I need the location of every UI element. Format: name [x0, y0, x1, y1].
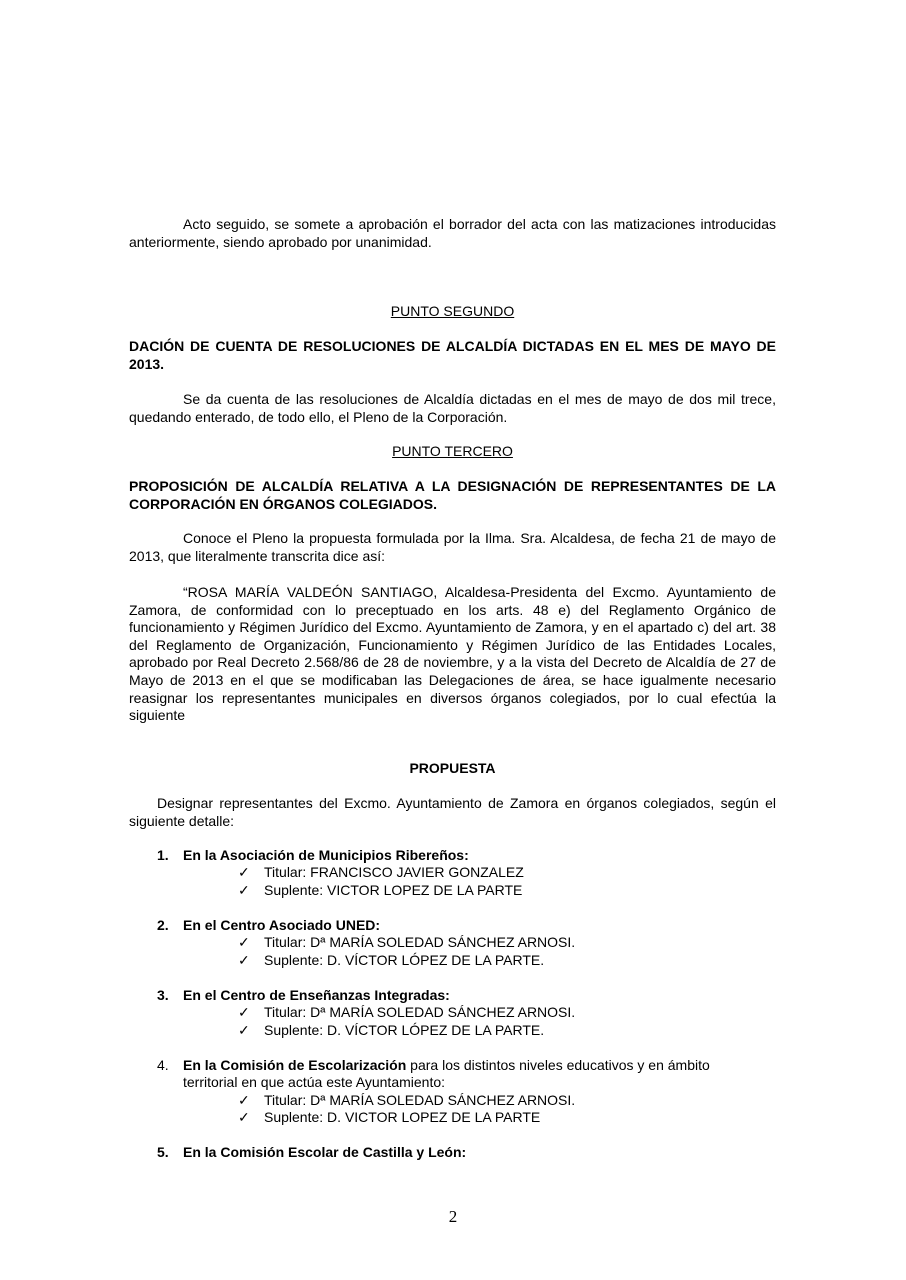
titular-text: Titular: Dª MARÍA SOLEDAD SÁNCHEZ ARNOSI.	[264, 934, 576, 950]
titular-text: Titular: Dª MARÍA SOLEDAD SÁNCHEZ ARNOSI.	[264, 1092, 576, 1108]
list-subitem	[238, 1004, 575, 1022]
list-subitem	[238, 1109, 540, 1127]
paragraph-designar: Designar representantes del Excmo. Ayuntamiento de Zamora en órganos colegiados, según el siguiente detalle:	[129, 795, 776, 829]
titular-text: Titular: Dª MARÍA SOLEDAD SÁNCHEZ ARNOSI.	[264, 1004, 576, 1020]
list-subitem	[238, 1022, 544, 1040]
list-item	[157, 987, 777, 1005]
punto-segundo-title: DACIÓN DE CUENTA DE RESOLUCIONES DE ALCALDÍA DICTADAS EN EL MES DE MAYO DE 2013.	[129, 338, 776, 372]
list-item-number: 1.	[157, 847, 169, 863]
paragraph-rosa-maria: “ROSA MARÍA VALDEÓN SANTIAGO, Alcaldesa-Presidenta del Excmo. Ayuntamiento de Zamora, de conformidad con lo preceptuado en los arts. 48 e) del Reglamento Orgánico de funcionamiento y Régimen Jurídico del Excmo. Ayuntamiento de Zamora, y en el apartado c) del art. 38 del Reglamento de Organización, Funcionamiento y Régimen Jurídico de las Entidades Locales, aprobado por Real Decreto 2.568/86 de 28 de noviembre, y a la vista del Decreto de Alcaldía de 27 de Mayo de 2013 en el que se modificaban las Delegaciones de área, se hace igualmente necesario reasignar los representantes municipales en diversos órganos colegiados, por lo cual efectúa la siguiente	[129, 584, 776, 724]
list-item-title: En la Asociación de Municipios Ribereños:	[183, 847, 469, 863]
list-subitem	[238, 882, 522, 900]
punto-tercero-title: PROPOSICIÓN DE ALCALDÍA RELATIVA A LA DESIGNACIÓN DE REPRESENTANTES DE LA CORPORACIÓN EN ÓRGANOS COLEGIADOS.	[129, 478, 776, 512]
list-item-title: En la Comisión Escolar de Castilla y León:	[183, 1144, 467, 1160]
list-item-number: 4.	[157, 1057, 169, 1073]
list-item-number: 3.	[157, 987, 169, 1003]
paragraph-dacion: Se da cuenta de las resoluciones de Alcaldía dictadas en el mes de mayo de dos mil trece, quedando enterado, de todo ello, el Pleno de la Corporación.	[129, 391, 776, 425]
page-number: 2	[448, 1207, 458, 1226]
titular-text: Titular: FRANCISCO JAVIER GONZALEZ	[264, 864, 524, 880]
list-item-title: En la Comisión de Escolarización	[183, 1057, 407, 1073]
suplente-text: Suplente: VICTOR LOPEZ DE LA PARTE	[264, 882, 523, 898]
checkmark-icon: ✓	[238, 1004, 250, 1020]
checkmark-icon: ✓	[238, 882, 250, 898]
paragraph-acto-seguido: Acto seguido, se somete a aprobación el borrador del acta con las matizaciones introducidas anteriormente, siendo aprobado por unanimidad.	[129, 216, 776, 250]
list-subitem	[238, 952, 544, 970]
suplente-text: Suplente: D. VÍCTOR LÓPEZ DE LA PARTE.	[264, 952, 545, 968]
checkmark-icon: ✓	[238, 1109, 250, 1125]
checkmark-icon: ✓	[238, 864, 250, 880]
paragraph-conoce: Conoce el Pleno la propuesta formulada por la Ilma. Sra. Alcaldesa, de fecha 21 de mayo de 2013, que literalmente transcrita dice así:	[129, 530, 776, 564]
propuesta-heading: PROPUESTA	[409, 760, 496, 776]
list-item	[157, 1057, 777, 1075]
list-item-title-rest: para los distintos niveles educativos y en ámbito	[406, 1057, 710, 1073]
list-item	[157, 917, 777, 935]
suplente-text: Suplente: D. VICTOR LOPEZ DE LA PARTE	[264, 1109, 541, 1125]
punto-tercero-heading: PUNTO TERCERO	[392, 443, 513, 459]
list-item	[157, 847, 777, 865]
list-item-title: En el Centro de Enseñanzas Integradas:	[183, 987, 450, 1003]
checkmark-icon: ✓	[238, 1092, 250, 1108]
checkmark-icon: ✓	[238, 1022, 250, 1038]
suplente-text: Suplente: D. VÍCTOR LÓPEZ DE LA PARTE.	[264, 1022, 545, 1038]
checkmark-icon: ✓	[238, 952, 250, 968]
list-subitem	[238, 934, 575, 952]
list-item-title: En el Centro Asociado UNED:	[183, 917, 381, 933]
list-item-number: 5.	[157, 1144, 169, 1160]
list-subitem	[238, 864, 524, 882]
list-item	[157, 1144, 777, 1162]
list-item-continuation: territorial en que actúa este Ayuntamiento:	[183, 1074, 446, 1090]
list-item-number: 2.	[157, 917, 169, 933]
list-subitem	[238, 1092, 575, 1110]
checkmark-icon: ✓	[238, 934, 250, 950]
punto-segundo-heading: PUNTO SEGUNDO	[390, 303, 515, 319]
